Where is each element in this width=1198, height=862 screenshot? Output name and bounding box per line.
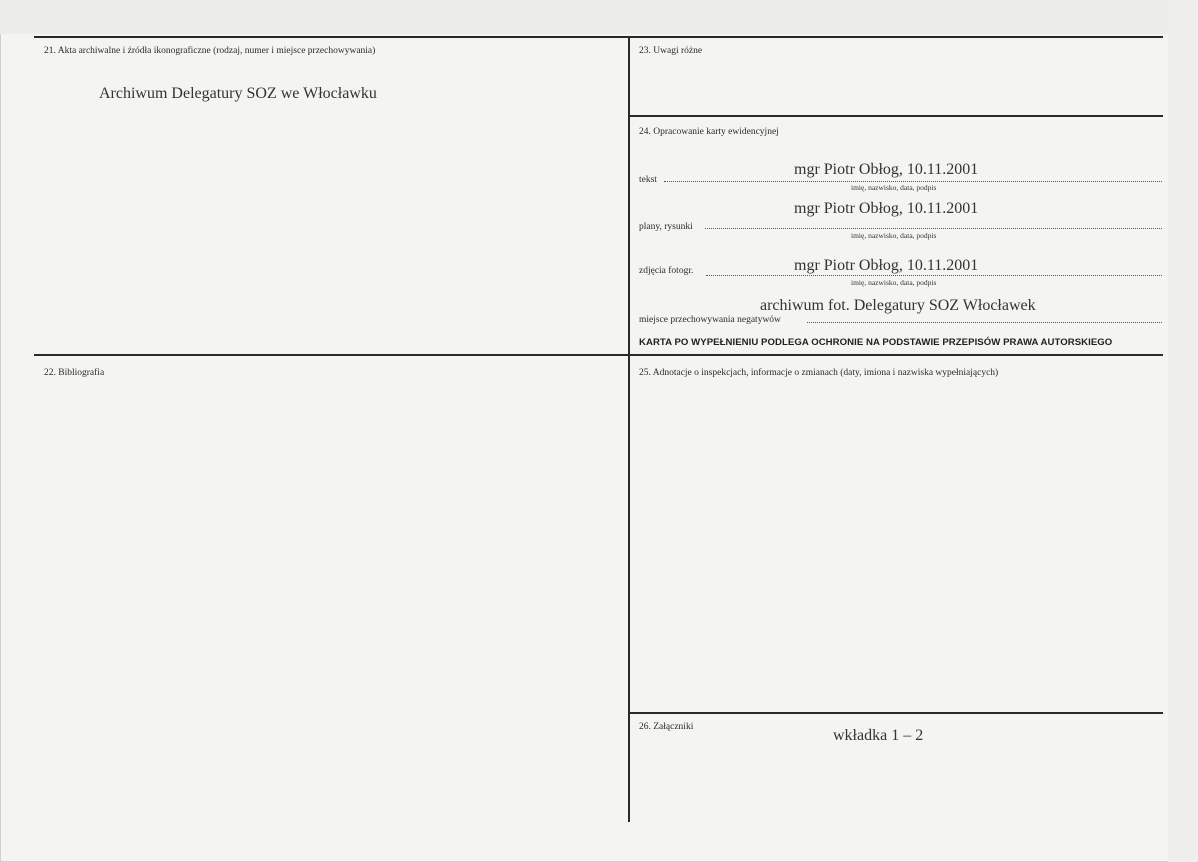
section-22-label: 22. Bibliografia xyxy=(44,368,105,378)
section-24-label: 24. Opracowanie karty ewidencyjnej xyxy=(639,127,779,137)
drawings-row-caption: imię, nazwisko, data, podpis xyxy=(851,231,937,240)
archival-records-value: Archiwum Delegatury SOZ we Włocławku xyxy=(99,85,377,102)
center-divider-line xyxy=(628,36,630,822)
top-border-line xyxy=(34,36,1163,38)
section-26-label: 26. Załączniki xyxy=(639,722,694,732)
middle-border-line xyxy=(34,354,1163,356)
section-25-label: 25. Adnotacje o inspekcjach, informacje o zmianach (daty, imiona i nazwiska wypełniających) xyxy=(639,368,999,378)
text-row-dotted-line xyxy=(664,181,1162,182)
drawings-row-label: plany, rysunki xyxy=(639,222,693,232)
photos-author-value: mgr Piotr Obłog, 10.11.2001 xyxy=(794,257,979,274)
right-margin-strip xyxy=(1168,0,1198,862)
negatives-row-label: miejsce przechowywania negatywów xyxy=(639,315,781,325)
photos-row-dotted-line xyxy=(706,275,1162,276)
text-row-label: tekst xyxy=(639,175,657,185)
section-23-label: 23. Uwagi różne xyxy=(639,46,703,56)
text-author-value: mgr Piotr Obłog, 10.11.2001 xyxy=(794,161,979,178)
attachments-value: wkładka 1 – 2 xyxy=(833,727,924,744)
negatives-location-value: archiwum fot. Delegatury SOZ Włocławek xyxy=(760,297,1036,314)
section-25-bottom-line xyxy=(629,712,1163,714)
drawings-row-dotted-line xyxy=(705,228,1162,229)
top-margin-strip xyxy=(0,0,1198,34)
text-row-caption: imię, nazwisko, data, podpis xyxy=(851,183,937,192)
section-21-label: 21. Akta archiwalne i źródła ikonograficzne (rodzaj, numer i miejsce przechowywania) xyxy=(44,46,376,56)
negatives-row-dotted-line xyxy=(807,322,1162,323)
section-23-bottom-line xyxy=(629,115,1163,117)
drawings-author-value: mgr Piotr Obłog, 10.11.2001 xyxy=(794,200,979,217)
copyright-notice: KARTA PO WYPEŁNIENIU PODLEGA OCHRONIE NA PODSTAWIE PRZEPISÓW PRAWA AUTORSKIEGO xyxy=(639,337,1113,348)
photos-row-caption: imię, nazwisko, data, podpis xyxy=(851,278,937,287)
photos-row-label: zdjęcia fotogr. xyxy=(639,266,694,276)
